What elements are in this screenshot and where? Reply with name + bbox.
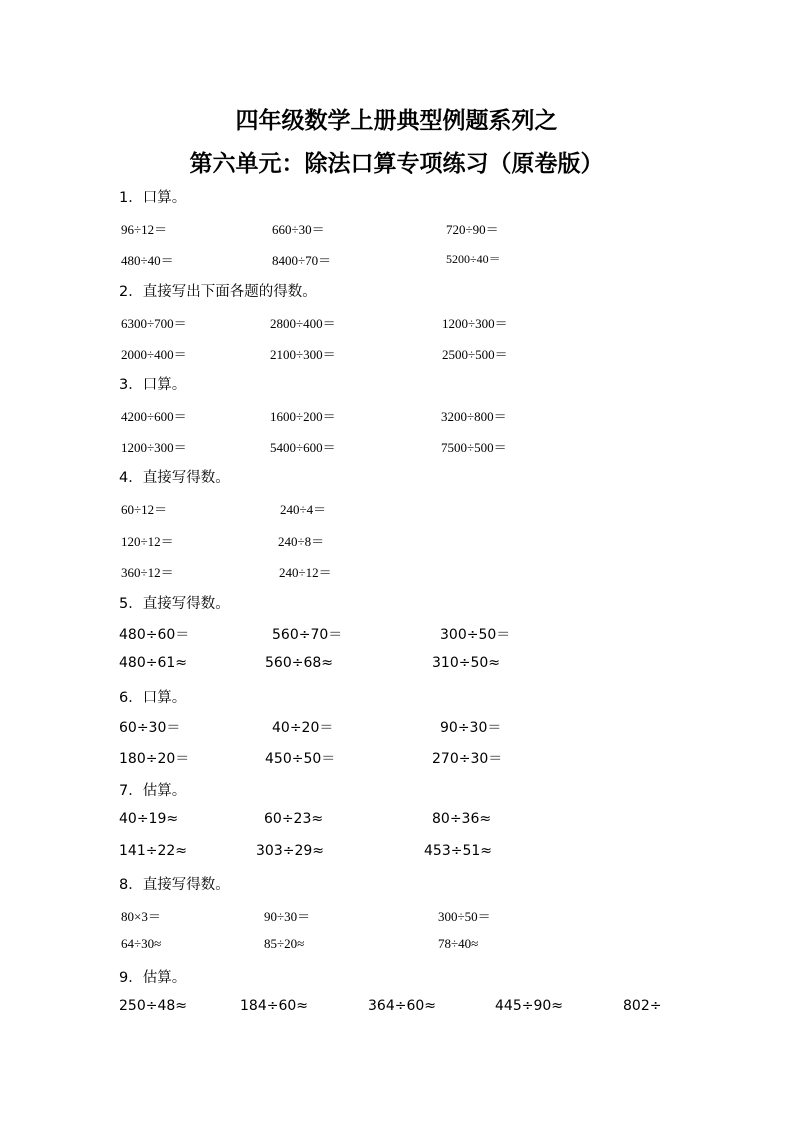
problem: 80×3＝ bbox=[121, 909, 161, 924]
problem: 560÷68≈ bbox=[265, 655, 333, 671]
problem: 184÷60≈ bbox=[240, 998, 308, 1014]
section-7-label: 7．估算。 bbox=[119, 783, 187, 799]
problem: 450÷50＝ bbox=[265, 751, 336, 767]
problem: 2500÷500＝ bbox=[442, 347, 508, 362]
problem: 2000÷400＝ bbox=[121, 347, 187, 362]
problem: 1200÷300＝ bbox=[121, 440, 187, 455]
problem: 6300÷700＝ bbox=[121, 316, 187, 331]
problem: 560÷70＝ bbox=[272, 627, 343, 643]
problem: 60÷23≈ bbox=[264, 811, 324, 827]
problem: 8400÷70＝ bbox=[272, 253, 332, 268]
section-8-label: 8．直接写得数。 bbox=[119, 877, 230, 893]
problem: 180÷20＝ bbox=[119, 751, 190, 767]
problem: 240÷8＝ bbox=[278, 534, 325, 549]
problem: 2800÷400＝ bbox=[270, 316, 336, 331]
section-2-label: 2．直接写出下面各题的得数。 bbox=[119, 284, 317, 300]
problem: 90÷30＝ bbox=[264, 909, 311, 924]
problem: 5400÷600＝ bbox=[270, 440, 336, 455]
problem: 40÷19≈ bbox=[119, 811, 179, 827]
section-3-label: 3．口算。 bbox=[119, 377, 187, 393]
section-9-label: 9．估算。 bbox=[119, 970, 187, 986]
problem: 300÷50＝ bbox=[438, 909, 491, 924]
section-6-label: 6．口算。 bbox=[119, 690, 187, 706]
problem: 802÷ bbox=[623, 998, 662, 1014]
problem: 5200÷40＝ bbox=[446, 252, 501, 266]
problem: 141÷22≈ bbox=[119, 843, 187, 859]
problem: 90÷30＝ bbox=[440, 720, 502, 736]
problem: 64÷30≈ bbox=[121, 936, 162, 951]
problem: 85÷20≈ bbox=[264, 936, 305, 951]
problem: 240÷12＝ bbox=[279, 565, 332, 580]
problem: 480÷61≈ bbox=[119, 655, 187, 671]
problem: 78÷40≈ bbox=[438, 936, 479, 951]
problem: 3200÷800＝ bbox=[441, 409, 507, 424]
problem: 60÷30＝ bbox=[119, 720, 181, 736]
problem: 80÷36≈ bbox=[432, 811, 492, 827]
problem: 270÷30＝ bbox=[432, 751, 503, 767]
problem: 364÷60≈ bbox=[368, 998, 436, 1014]
section-5-label: 5．直接写得数。 bbox=[119, 596, 230, 612]
problem: 310÷50≈ bbox=[432, 655, 500, 671]
problem: 2100÷300＝ bbox=[270, 347, 336, 362]
problem: 7500÷500＝ bbox=[441, 440, 507, 455]
document-title-line1: 四年级数学上册典型例题系列之 bbox=[235, 108, 558, 134]
problem: 120÷12＝ bbox=[121, 534, 174, 549]
problem: 250÷48≈ bbox=[119, 998, 187, 1014]
problem: 360÷12＝ bbox=[121, 565, 174, 580]
problem: 1200÷300＝ bbox=[442, 316, 508, 331]
problem: 303÷29≈ bbox=[256, 843, 324, 859]
problem: 96÷12＝ bbox=[121, 222, 168, 237]
document-title-line2: 第六单元：除法口算专项练习（原卷版） bbox=[189, 151, 604, 177]
problem: 445÷90≈ bbox=[495, 998, 563, 1014]
problem: 720÷90＝ bbox=[446, 222, 499, 237]
section-1-label: 1．口算。 bbox=[119, 190, 187, 206]
problem: 1600÷200＝ bbox=[270, 409, 336, 424]
problem: 240÷4＝ bbox=[280, 502, 327, 517]
problem: 660÷30＝ bbox=[272, 222, 325, 237]
problem: 453÷51≈ bbox=[424, 843, 492, 859]
problem: 4200÷600＝ bbox=[121, 409, 187, 424]
problem: 480÷40＝ bbox=[121, 253, 174, 268]
problem: 40÷20＝ bbox=[272, 720, 334, 736]
problem: 300÷50＝ bbox=[440, 627, 511, 643]
section-4-label: 4．直接写得数。 bbox=[119, 470, 230, 486]
problem: 480÷60＝ bbox=[119, 627, 190, 643]
problem: 60÷12＝ bbox=[121, 502, 168, 517]
